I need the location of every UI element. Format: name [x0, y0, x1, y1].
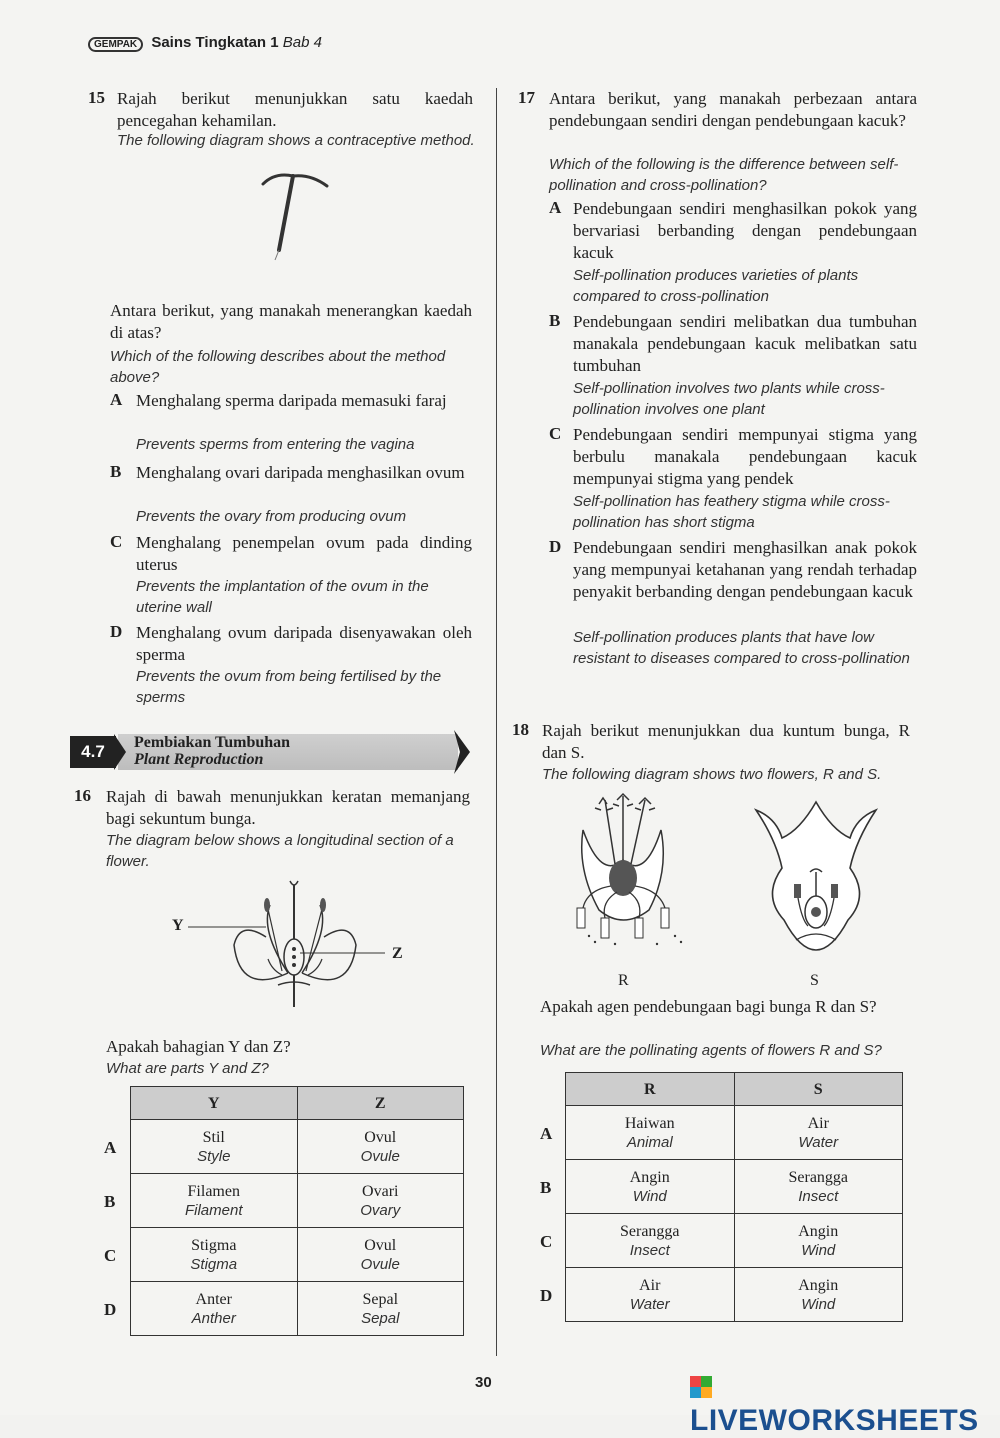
q15-number: 15	[88, 88, 105, 107]
q18-header-r: R	[566, 1073, 735, 1106]
table-row[interactable]	[566, 1160, 903, 1214]
q18-c-s-ms: Angin	[798, 1222, 839, 1240]
q17-options	[549, 198, 917, 697]
q16-header-z: Z	[297, 1087, 464, 1120]
q16-answer-table	[130, 1086, 464, 1336]
q18-row-d-letter: D	[540, 1286, 553, 1305]
table-row[interactable]	[131, 1174, 464, 1228]
liveworksheets-logo-icon	[690, 1376, 712, 1398]
q18-row-b-letter: B	[540, 1178, 552, 1197]
flower-diagram-drawing	[170, 875, 410, 1010]
flower-section-diagram	[170, 875, 410, 1010]
q16-row-b-letter: B	[104, 1192, 116, 1211]
liveworksheets-brand[interactable]	[690, 1370, 1000, 1438]
flower-r-diagram	[565, 790, 695, 950]
q16-row-a-letter: A	[104, 1138, 117, 1157]
q18-b-s-ms: Serangga	[788, 1168, 849, 1186]
q15-option-d[interactable]	[110, 622, 475, 712]
q17-option-d[interactable]	[549, 537, 917, 697]
q16-d-z-ms: Sepal	[362, 1290, 399, 1308]
q17-option-c[interactable]	[549, 424, 917, 537]
q15-stem-en: The following diagram shows a contraceptive method.	[117, 132, 475, 149]
q16-row-d-letter: D	[104, 1300, 117, 1319]
section-title	[134, 734, 290, 768]
table-row[interactable]	[131, 1282, 464, 1336]
q18-question-ms: Apakah agen pendebungaan bagi bunga R dan S?	[540, 997, 877, 1016]
header-title: Sains Tingkatan 1	[151, 34, 279, 51]
q18-d-s-en: Wind	[801, 1295, 836, 1313]
q16-a-y-ms: Stil	[202, 1128, 225, 1146]
q15-option-a-letter: A	[110, 390, 123, 409]
q18-b-r-ms: Angin	[629, 1168, 670, 1186]
q16-b-z-en: Ovary	[360, 1201, 401, 1219]
q18-a-s-en: Water	[798, 1133, 839, 1151]
q17-option-d-ms: Pendebungaan sendiri menghasilkan anak pokok yang mempunyai ketahanan yang rendah terhadap penyakit berbanding dengan pendebungaan kacuk	[573, 538, 917, 601]
header-chapter: Bab 4	[282, 34, 322, 51]
q16-b-y-ms: Filamen	[187, 1182, 240, 1200]
label-z: Z	[392, 945, 403, 962]
section-number: 4.7	[70, 736, 116, 768]
q18-stem-ms: Rajah berikut menunjukkan dua kuntum bunga, R dan S.	[542, 721, 910, 762]
q16-a-z-en: Ovule	[360, 1147, 400, 1165]
q15-question-en: Which of the following describes about the method above?	[110, 348, 446, 386]
q16-c-y-ms: Stigma	[191, 1236, 237, 1254]
q18-c-r-en: Insect	[629, 1241, 670, 1259]
q17-option-c-en: Self-pollination has feathery stigma while cross-pollination has short stigma	[573, 493, 890, 531]
q17-option-c-ms: Pendebungaan sendiri mempunyai stigma yang berbulu manakala pendebungaan kacuk mempunyai stigma yang pendek	[573, 425, 917, 488]
q15-option-c-ms: Menghalang penempelan ovum pada dinding uterus	[136, 533, 472, 574]
q18-a-r-en: Animal	[626, 1133, 673, 1151]
q15-option-d-ms: Menghalang ovum daripada disenyawakan oleh sperma	[136, 623, 472, 664]
q15-stem-ms: Rajah berikut menunjukkan satu kaedah pencegahan kehamilan.	[117, 89, 473, 130]
q16-c-y-en: Stigma	[190, 1255, 238, 1273]
q18-answer-table	[565, 1072, 903, 1322]
column-divider	[496, 88, 497, 1356]
q15-option-b-ms: Menghalang ovari daripada menghasilkan ovum	[136, 463, 465, 482]
section-header	[70, 730, 470, 774]
q16-question-ms: Apakah bahagian Y dan Z?	[106, 1037, 291, 1056]
q16-c-z-en: Ovule	[360, 1255, 400, 1273]
q15-option-c-en: Prevents the implantation of the ovum in the uterine wall	[136, 578, 429, 616]
q16-question-en: What are parts Y and Z?	[106, 1060, 269, 1077]
q17-option-b[interactable]	[549, 311, 917, 424]
label-y: Y	[172, 917, 184, 934]
q18-c-r-ms: Serangga	[619, 1222, 680, 1240]
q18-d-s-ms: Angin	[798, 1276, 839, 1294]
q18-b-r-en: Wind	[632, 1187, 667, 1205]
q17-option-b-letter: B	[549, 311, 561, 330]
q16-number: 16	[74, 786, 91, 805]
q15-option-b-letter: B	[110, 462, 122, 481]
q17-option-d-letter: D	[549, 537, 562, 556]
q15-option-a-en: Prevents sperms from entering the vagina	[136, 436, 415, 453]
q17-option-b-ms: Pendebungaan sendiri melibatkan dua tumbuhan manakala pendebungaan kacuk melibatkan satu tumbuhan	[573, 312, 917, 375]
q16-header-y: Y	[131, 1087, 298, 1120]
section-title-ms: Pembiakan Tumbuhan	[134, 734, 291, 751]
q16-stem-en: The diagram below shows a longitudinal section of a flower.	[106, 832, 454, 870]
label-r: R	[618, 972, 629, 989]
q15-question-ms: Antara berikut, yang manakah menerangkan kaedah di atas?	[110, 301, 472, 342]
q17-option-a-en: Self-pollination produces varieties of plants compared to cross-pollination	[573, 267, 859, 305]
q17-option-a[interactable]	[549, 198, 917, 311]
q18-d-r-ms: Air	[639, 1276, 661, 1294]
q16-stem-ms: Rajah di bawah menunjukkan keratan memanjang bagi sekuntum bunga.	[106, 787, 470, 828]
q15-option-a[interactable]	[110, 390, 475, 462]
table-row[interactable]	[566, 1214, 903, 1268]
q18-row-c-letter: C	[540, 1232, 553, 1251]
publisher-logo: GEMPAK	[88, 37, 143, 52]
q18-question-en: What are the pollinating agents of flowers R and S?	[540, 1042, 882, 1059]
q18-a-s-ms: Air	[807, 1114, 829, 1132]
q18-row-a-letter: A	[540, 1124, 553, 1143]
flower-s-diagram	[752, 800, 882, 955]
q15-option-b-en: Prevents the ovary from producing ovum	[136, 508, 407, 525]
q17-stem-ms: Antara berikut, yang manakah perbezaan antara pendebungaan sendiri dengan pendebungaan kacuk?	[549, 89, 917, 130]
q18-number: 18	[512, 720, 529, 739]
section-arrow-left-icon	[114, 734, 128, 770]
q16-row-c-letter: C	[104, 1246, 117, 1265]
q16-d-z-en: Sepal	[361, 1309, 400, 1327]
q18-stem-en: The following diagram shows two flowers, R and S.	[542, 766, 882, 783]
q16-b-y-en: Filament	[184, 1201, 243, 1219]
table-row[interactable]	[566, 1268, 903, 1322]
q17-option-d-en: Self-pollination produces plants that have low resistant to diseases compared to cross-pollination	[573, 629, 910, 667]
liveworksheets-brand-text: LIVEWORKSHEETS	[690, 1404, 979, 1437]
label-s: S	[810, 972, 819, 989]
q16-c-z-ms: Ovul	[364, 1236, 397, 1254]
page-header	[88, 34, 322, 52]
q18-c-s-en: Wind	[801, 1241, 836, 1259]
q16-a-y-en: Style	[197, 1147, 231, 1165]
page-number: 30	[475, 1374, 492, 1391]
q15-option-c[interactable]	[110, 532, 475, 622]
q15-options	[110, 390, 475, 712]
q15-option-b[interactable]	[110, 462, 475, 532]
q18-a-r-ms: Haiwan	[624, 1114, 675, 1132]
q16-b-z-ms: Ovari	[362, 1182, 399, 1200]
q16-d-y-en: Anther	[191, 1309, 236, 1327]
q18-d-r-en: Water	[629, 1295, 670, 1313]
q17-option-c-letter: C	[549, 424, 562, 443]
q15-option-a-ms: Menghalang sperma daripada memasuki faraj	[136, 391, 447, 410]
section-arrow-right-icon	[454, 730, 472, 774]
q17-option-a-ms: Pendebungaan sendiri menghasilkan pokok yang bervariasi berbanding dengan pendebungaan kacuk	[573, 199, 917, 262]
table-row[interactable]	[131, 1120, 464, 1174]
q17-stem-en: Which of the following is the difference between self-pollination and cross-pollination?	[549, 156, 899, 194]
q15-option-d-en: Prevents the ovum from being fertilised by the sperms	[136, 668, 442, 706]
table-row[interactable]	[566, 1106, 903, 1160]
section-title-en: Plant Reproduction	[134, 751, 264, 768]
q15-option-c-letter: C	[110, 532, 123, 551]
q15-option-d-letter: D	[110, 622, 123, 641]
q16-a-z-ms: Ovul	[364, 1128, 397, 1146]
q17-number: 17	[518, 88, 535, 107]
q16-d-y-ms: Anter	[195, 1290, 232, 1308]
iud-diagram	[255, 162, 355, 262]
q17-option-a-letter: A	[549, 198, 562, 217]
q18-b-s-en: Insect	[798, 1187, 839, 1205]
table-row[interactable]	[131, 1228, 464, 1282]
q17-option-b-en: Self-pollination involves two plants while cross-pollination involves one plant	[573, 380, 885, 418]
q18-header-s: S	[734, 1073, 903, 1106]
